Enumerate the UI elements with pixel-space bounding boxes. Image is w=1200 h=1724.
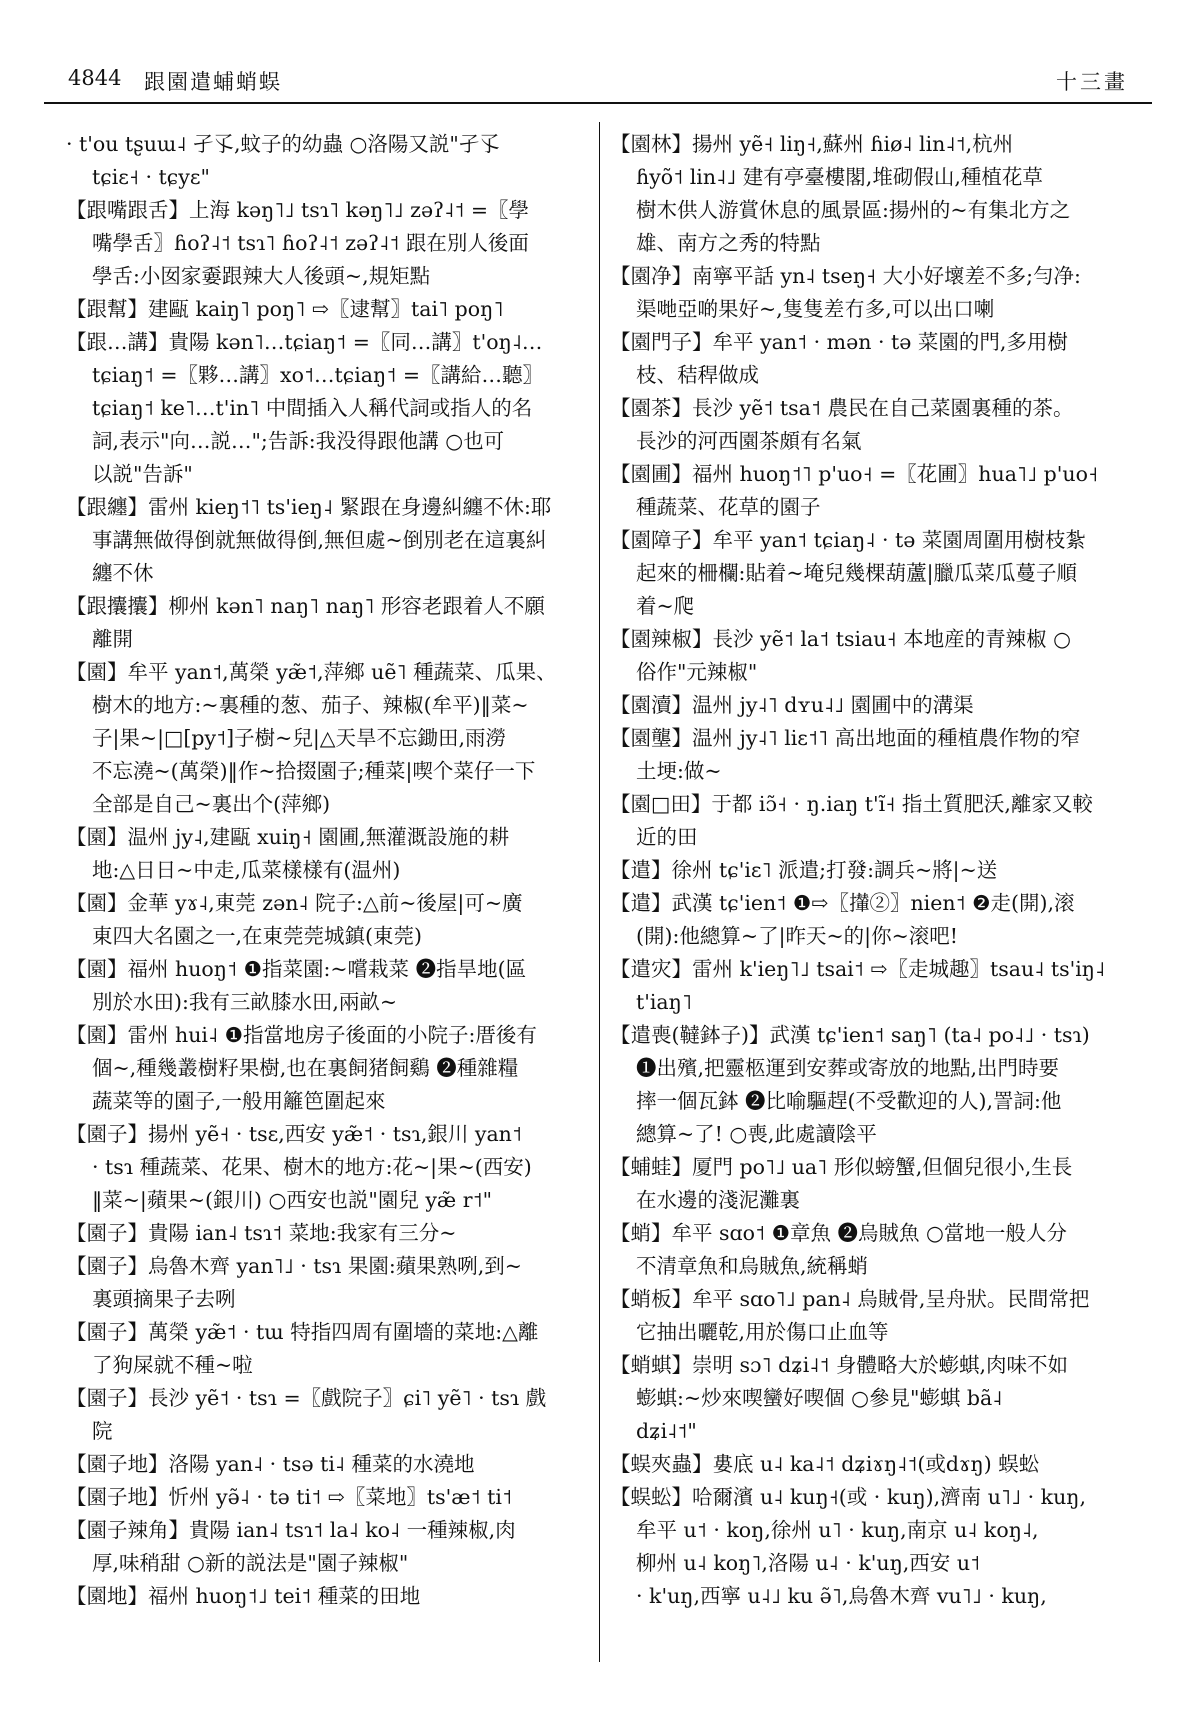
entry-text-line: 土埂:做~	[636, 759, 722, 783]
entry-text-line: · k'uŋ,西寧 u˨˩ ku ə̃˥,烏魯木齊 vu˥˩ · kuŋ,	[636, 1584, 1047, 1608]
entry-text-line: 全部是自己~裏出个(萍鄉)	[92, 792, 331, 816]
entry-text-line: 不清章魚和烏賊魚,統稱蛸	[636, 1254, 869, 1278]
entry-text-line: 樹木的地方:~裏種的葱、茄子、辣椒(牟平)‖菜~	[92, 693, 529, 717]
entry-headword-line: 【園子】萬榮 yæ̃˦ · tɯ 特指四周有圍墻的菜地:△離	[66, 1320, 539, 1344]
page-number: 4844	[68, 66, 122, 90]
entry-headword-line: 【園】牟平 yan˦,萬榮 yæ̃˦,萍鄉 uẽ˥ 種蔬菜、瓜果、	[66, 660, 557, 684]
entry-headword-line: 【園】金華 yɤ˨,東莞 zən˨ 院子:△前~後屋|可~廣	[66, 891, 523, 915]
entry-text-line: 厚,味稍甜 ○新的説法是"園子辣椒"	[92, 1551, 409, 1575]
entry-text-line: 着~爬	[636, 594, 695, 618]
entry-headword-line: 【園壟】温州 jy˨˥ liɛ˦˥ 高出地面的種植農作物的窄	[610, 726, 1081, 750]
entry-text-line: 纏不休	[92, 561, 154, 585]
entry-text-line: 俗作"元辣椒"	[636, 660, 758, 684]
entry-headword-line: 【園門子】牟平 yan˦ · mən · tə 菜園的門,多用樹	[610, 330, 1068, 354]
entry-text-line: 地:△日日~中走,瓜菜樣樣有(温州)	[92, 858, 401, 882]
entry-text-line: 嘴學舌〗ɦoʔ˨˦ tsɿ˥ ɦoʔ˨˦ zəʔ˨˦ 跟在別人後面	[92, 231, 529, 255]
entry-headword-line: 【園□田】于都 iɔ̃˧ · ŋ.iaŋ t'ĩ˧ 指土質肥沃,離家又較	[610, 792, 1093, 816]
entry-text-line: dʑi˨˦"	[636, 1419, 697, 1443]
entry-text-line: · tsɿ 種蔬菜、花果、樹木的地方:花~|果~(西安)	[92, 1155, 532, 1179]
entry-text-line: 了狗屎就不種~啦	[92, 1353, 253, 1377]
entry-text-line: t'iaŋ˥	[636, 990, 692, 1014]
entry-text-line: 摔一個瓦鉢 ❷比喻驅趕(不受歡迎的人),詈詞:他	[636, 1089, 1062, 1113]
entry-headword-line: 【園障子】牟平 yan˦ tɕiaŋ˨ · tə 菜園周圍用樹枝紮	[610, 528, 1086, 552]
entry-headword-line: 【遣】武漢 tɕ'ien˦ ❶⇨〖攆②〗nien˦ ❷走(開),滚	[610, 891, 1075, 915]
entry-text-line: · t'ou tʂuɯ˨ 孑孓,蚊子的幼蟲 ○洛陽又説"孑孓	[66, 132, 500, 156]
entry-text-line: 樹木供人游賞休息的風景區:揚州的~有集北方之	[636, 198, 1071, 222]
entry-headword-line: 【跟纏】雷州 kieŋ˦˥ ts'ieŋ˨ 緊跟在身邊糾纏不休:耶	[66, 495, 552, 519]
entry-text-line: 別於水田):我有三畝膝水田,兩畝~	[92, 990, 398, 1014]
entry-headword-line: 【園瀆】温州 jy˨˥ dʏu˨˩ 園圃中的溝渠	[610, 693, 974, 717]
entry-text-line: 裏頭摘果子去咧	[92, 1287, 236, 1311]
entry-text-line: ɦyõ˦ lin˨˩ 建有亭臺樓閣,堆砌假山,種植花草	[636, 165, 1043, 189]
entry-text-line: 起來的柵欄:貼着~埯兒幾棵葫蘆|臘瓜菜瓜蔓子順	[636, 561, 1077, 585]
entry-text-line: ❶出殯,把靈柩運到安葬或寄放的地點,出門時要	[636, 1056, 1060, 1080]
entry-text-line: 事講無做得倒就無做得倒,無但處~倒別老在這裏糾	[92, 528, 547, 552]
entry-headword-line: 【園净】南寧平話 yn˨ tseŋ˧ 大小好壞差不多;勻净:	[610, 264, 1081, 288]
entry-headword-line: 【園子】長沙 yẽ˦ · tsɿ =〖戲院子〗ɕi˥ yẽ˥ · tsɿ 戲	[66, 1386, 547, 1410]
entry-headword-line: 【園子】烏魯木齊 yan˥˩ · tsɿ 果園:蘋果熟咧,到~	[66, 1254, 522, 1278]
entry-headword-line: 【遣喪(韃鉢子)】武漢 tɕ'ien˦ saŋ˥ (ta˨ po˨˩ · tsɿ)	[610, 1023, 1090, 1047]
entry-headword-line: 【園圃】福州 huoŋ˦˥ p'uo˧ =〖花圃〗hua˥˩ p'uo˧	[610, 462, 1099, 486]
entry-headword-line: 【園子】揚州 yẽ˧ · tsɛ,西安 yæ̃˦ · tsɿ,銀川 yan˦	[66, 1122, 522, 1146]
entry-text-line: 蟛蜞:~炒來喫蠻好喫個 ○參見"蟛蜞 bã˨	[636, 1386, 1003, 1410]
entry-text-line: 子|果~|□[py˦]子樹~兒|△天旱不忘鋤田,雨澇	[92, 726, 507, 750]
entry-headword-line: 【跟嘴跟舌】上海 kəŋ˥˩ tsɿ˥ kəŋ˥˩ zəʔ˨˦ =〖學	[66, 198, 530, 222]
entry-text-line: 蔬菜等的園子,一般用籬笆圍起來	[92, 1089, 386, 1113]
entry-headword-line: 【遣灾】雷州 k'ieŋ˥˩ tsai˦ ⇨〖走城趣〗tsau˨ ts'iŋ˨	[610, 957, 1106, 981]
entry-text-line: 雄、南方之秀的特點	[636, 231, 821, 255]
entry-headword-line: 【園辣椒】長沙 yẽ˦ la˦ tsiau˧ 本地産的青辣椒 ○	[610, 627, 1072, 651]
entry-text-line: 柳州 u˨ koŋ˥,洛陽 u˨ · k'uŋ,西安 u˦	[636, 1551, 981, 1575]
running-header	[44, 58, 1152, 104]
entry-headword-line: 【園子地】忻州 yə̃˨ · tə ti˦ ⇨〖菜地〗ts'æ˦ ti˦	[66, 1485, 513, 1509]
entry-headword-line: 【園】福州 huoŋ˦ ❶指菜園:~嚐栽菜 ❷指旱地(區	[66, 957, 527, 981]
entry-headword-line: 【跟…講】貴陽 kən˥…tɕiaŋ˦ =〖同…講〗t'oŋ˨…	[66, 330, 543, 354]
entry-text-line: tɕiaŋ˦ =〖夥…講〗xo˦…tɕiaŋ˦ =〖講給…聽〗	[92, 363, 544, 387]
entry-headword-line: 【園子】貴陽 ian˨ tsɿ˦ 菜地:我家有三分~	[66, 1221, 457, 1245]
entry-headword-line: 【園茶】長沙 yẽ˦ tsa˦ 農民在自己菜園裏種的茶。	[610, 396, 1074, 420]
running-title: 跟園遣蜅蛸蜈	[144, 70, 282, 94]
right-column	[610, 128, 1130, 1613]
entry-headword-line: 【蜈蚣】哈爾濱 u˨ kuŋ˧(或 · kuŋ),濟南 u˥˩ · kuŋ,	[610, 1485, 1087, 1509]
entry-text-line: 東四大名園之一,在東莞莞城鎮(東莞)	[92, 924, 423, 948]
entry-text-line: 個~,種幾叢樹籽果樹,也在裏飼猪飼鷄 ❷種雜糧	[92, 1056, 519, 1080]
entry-headword-line: 【園】雷州 hui˨ ❶指當地房子後面的小院子:厝後有	[66, 1023, 537, 1047]
entry-text-line: tɕiɛ˧ · tɕyɛ"	[92, 165, 210, 189]
entry-headword-line: 【跟幫】建甌 kaiŋ˥ poŋ˥ ⇨〖逮幫〗tai˥ poŋ˥	[66, 297, 504, 321]
entry-text-line: 近的田	[636, 825, 698, 849]
entry-text-line: 種蔬菜、花草的園子	[636, 495, 821, 519]
entry-text-line: 牟平 u˦ · koŋ,徐州 u˥ · kuŋ,南京 u˨ koŋ˨,	[636, 1518, 1039, 1542]
entry-headword-line: 【遣】徐州 tɕ'iɛ˥ 派遣;打發:調兵~將|~送	[610, 858, 998, 882]
entry-headword-line: 【園林】揚州 yẽ˧ liŋ˧,蘇州 ɦiø˨ lin˨˦,杭州	[610, 132, 1014, 156]
entry-text-line: 以説"告訴"	[92, 462, 193, 486]
entry-text-line: 詞,表示"向…説…";告訴:我没得跟他講 ○也可	[92, 429, 505, 453]
entry-text-line: (開):他總算~了|昨天~的|你~滚吧!	[636, 924, 958, 948]
entry-text-line: 院	[92, 1419, 113, 1443]
entry-text-line: 在水邊的淺泥灘裏	[636, 1188, 800, 1212]
stroke-count-section: 十三畫	[1056, 70, 1128, 94]
entry-headword-line: 【園地】福州 huoŋ˦˩ tei˦ 種菜的田地	[66, 1584, 421, 1608]
entry-headword-line: 【跟攮攮】柳州 kən˥ naŋ˥ naŋ˥ 形容老跟着人不願	[66, 594, 545, 618]
entry-text-line: 枝、秸稈做成	[636, 363, 759, 387]
entry-text-line: ‖菜~|蘋果~(銀川) ○西安也説"園兒 yæ̃ r˦"	[92, 1188, 493, 1212]
entry-headword-line: 【園】温州 jy˨,建甌 xuiŋ˧ 園圃,無灌溉設施的耕	[66, 825, 510, 849]
entry-text-line: 長沙的河西園茶頗有名氣	[636, 429, 862, 453]
left-column	[66, 128, 594, 1613]
entry-headword-line: 【蛸板】牟平 sɑo˥˩ pan˨ 烏賊骨,呈舟狀。民間常把	[610, 1287, 1090, 1311]
entry-text-line: 離開	[92, 627, 133, 651]
entry-headword-line: 【園子地】洛陽 yan˨ · tsə ti˨ 種菜的水澆地	[66, 1452, 475, 1476]
entry-text-line: 渠哋亞啲果好~,隻隻差冇多,可以出口喇	[636, 297, 995, 321]
entry-headword-line: 【蜅蛙】厦門 po˥˩ ua˥ 形似螃蟹,但個兒很小,生長	[610, 1155, 1073, 1179]
entry-headword-line: 【蛸蜞】崇明 sɔ˥ dʑi˨˦ 身體略大於蟛蜞,肉味不如	[610, 1353, 1069, 1377]
entry-text-line: 它抽出曬乾,用於傷口止血等	[636, 1320, 889, 1344]
entry-text-line: 不忘澆~(萬榮)‖作~拾掇園子;種菜|喫个菜仔一下	[92, 759, 536, 783]
entry-text-line: 學舌:小囡家嫑跟辣大人後頭~,規矩點	[92, 264, 431, 288]
entry-text-line: 總算~了! ○喪,此處讀陰平	[636, 1122, 877, 1146]
entry-headword-line: 【蜈夾蟲】婁底 u˨ ka˨˦ dʑiɤŋ˨˦(或dɤŋ) 蜈蚣	[610, 1452, 1040, 1476]
column-divider	[599, 122, 600, 1662]
entry-headword-line: 【園子辣角】貴陽 ian˨ tsɿ˦ la˨ ko˨ 一種辣椒,肉	[66, 1518, 516, 1542]
entry-text-line: tɕiaŋ˦ ke˥…t'in˥ 中間插入人稱代詞或指人的名	[92, 396, 533, 420]
entry-headword-line: 【蛸】牟平 sɑo˦ ❶章魚 ❷烏賊魚 ○當地一般人分	[610, 1221, 1067, 1245]
